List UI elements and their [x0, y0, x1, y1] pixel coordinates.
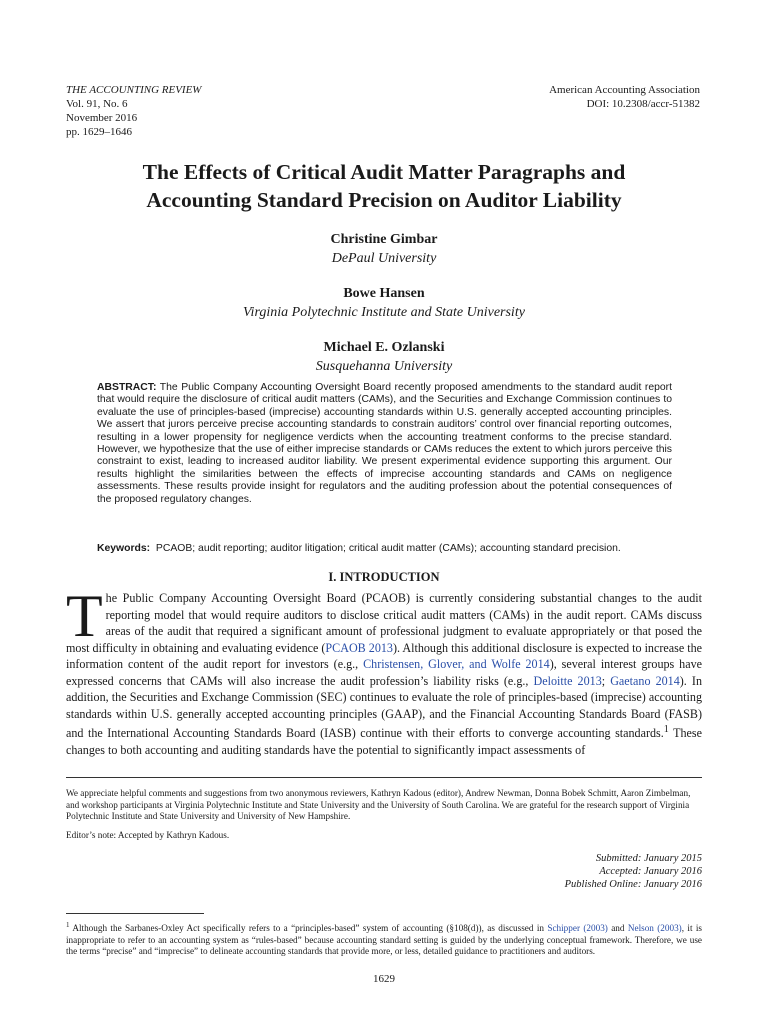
- date-accepted: Accepted: January 2016: [599, 866, 702, 877]
- footnote-text: Although the Sarbanes-Oxley Act specifically refers to a “principles-based” system of accounting (§108(d)), as discussed in: [69, 923, 548, 934]
- author-name: Christine Gimbar: [330, 232, 438, 247]
- citation-link[interactable]: Christensen, Glover, and Wolfe 2014: [363, 657, 550, 671]
- author-affiliation: DePaul University: [331, 251, 437, 266]
- author-block: [66, 285, 702, 322]
- acknowledgment: We appreciate helpful comments and suggestions from two anonymous reviewers, Kathryn Kadous (editor), Andrew Newman, Donna Bobek Schmitt, Aaron Zimbelman, and workshop participants at Virginia Polytechnic Institute and State University and the University of South Carolina. We are grateful for the research support of Virginia Polytechnic Institute and State University and University of New Hampshire.: [66, 788, 691, 822]
- intro-text: he Public Company Accounting Oversight Board (PCAOB) is currently considering substantial changes to the audit reporting model that would require auditors to disclose critical audit matters (CAMs) in the audit report. CAMs discuss areas of the audit that required a significant amount of professional judgment to evaluate appropriately or that posed the most difficulty in obtaining and evaluating evidence (: [66, 591, 702, 655]
- intro-text: ;: [601, 673, 611, 688]
- paper-title: [66, 158, 702, 214]
- citation-link[interactable]: Deloitte 2013: [533, 673, 602, 688]
- journal-name: THE ACCOUNTING REVIEW: [66, 84, 202, 96]
- footnote-ref[interactable]: 1: [663, 724, 669, 735]
- title-line-2: Accounting Standard Precision on Auditor Liability: [146, 188, 622, 212]
- author-block: [66, 339, 702, 376]
- publisher-info: [549, 83, 700, 111]
- citation-link[interactable]: Nelson (2003): [627, 923, 682, 934]
- citation-link[interactable]: Gaetano 2014: [610, 673, 680, 688]
- intro-text: These changes to both accounting and auditing standards have the potential to significantly impact assessments of: [66, 726, 702, 757]
- submission-dates: [565, 852, 702, 891]
- footnote-text: and: [607, 923, 628, 934]
- footnote-mark: 1: [66, 921, 70, 929]
- publisher-name: American Accounting Association: [549, 84, 700, 96]
- keywords: [97, 542, 687, 555]
- intro-paragraph: [66, 583, 702, 758]
- intro-text: ). Although this additional disclosure is expected to increase the information content of the audit report for investors (e.g.,: [66, 640, 702, 671]
- abstract-text: The Public Company Accounting Oversight Board recently proposed amendments to the standard audit report that would require the disclosure of critical audit matters (CAMs), and the Securities and Exchange Commission continues to evaluate the use of principles-based (imprecise) accounting standards within U.S. generally accepted accounting principles. We assert that jurors perceive precise accounting standards to constrain auditors’ control over financial reporting outcomes, resulting in a lower propensity for negligence verdicts when the accounting treatment conforms to the precise standard. However, we hypothesize that the use of either imprecise standards or CAMs reduces the extent to which jurors perceive this constraint to exist, leading to increased auditor liability. We present experimental evidence supporting this argument. Our results highlight the similarities between the effects of imprecise accounting standards and CAMs on negligence assessments. These results provide insight for regulators and the auditing profession about the potential consequences of the proposed regulatory changes.: [97, 382, 673, 505]
- author-affiliation: Susquehanna University: [315, 359, 453, 374]
- citation-link[interactable]: PCAOB 2013: [325, 640, 393, 655]
- abstract: [97, 382, 672, 506]
- intro-text: ), several interest groups have expressed concerns that CAMs will also increase the audit profession’s liability risks (e.g.,: [66, 657, 702, 688]
- author-name: Michael E. Ozlanski: [323, 340, 445, 355]
- footnote-divider: [66, 913, 204, 914]
- doi[interactable]: DOI: 10.2308/accr-51382: [586, 98, 700, 110]
- journal-info: [66, 83, 201, 139]
- author-name: Bowe Hansen: [343, 286, 425, 301]
- page-number: 1629: [373, 973, 395, 985]
- keywords-label: Keywords:: [97, 543, 151, 554]
- journal-volume: Vol. 91, No. 6: [66, 98, 128, 110]
- keywords-text: PCAOB; audit reporting; auditor litigation; critical audit matter (CAMs); accounting standard precision.: [155, 543, 621, 554]
- date-submitted: Submitted: January 2015: [595, 853, 702, 864]
- author-block: [66, 231, 702, 268]
- date-published: Published Online: January 2016: [564, 879, 702, 890]
- footnote: [66, 920, 702, 958]
- divider: [66, 777, 702, 778]
- drop-cap: T: [66, 583, 103, 649]
- intro-text: ). In addition, the Securities and Exchange Commission (SEC) continues to evaluate the role of principles-based (imprecise) accounting standards within U.S. generally accepted accounting principles (GAAP), and the Financial Accounting Standards Board (FASB) and the International Accounting Standards Board (IASB) continue with their efforts to converge accounting standards.: [66, 673, 702, 741]
- title-line-1: The Effects of Critical Audit Matter Paragraphs and: [142, 160, 626, 184]
- journal-pages: pp. 1629–1646: [66, 126, 132, 138]
- section-heading: I. INTRODUCTION: [328, 570, 440, 584]
- journal-date: November 2016: [66, 112, 138, 124]
- editor-note: Editor’s note: Accepted by Kathryn Kadous.: [66, 830, 230, 840]
- author-affiliation: Virginia Polytechnic Institute and State University: [243, 305, 525, 320]
- citation-link[interactable]: Schipper (2003): [547, 923, 608, 934]
- abstract-label: ABSTRACT:: [97, 382, 157, 393]
- footnote-text: , it is inappropriate to refer to an accounting system as “rules-based” because accounting standard setting is guided by the underlying conceptual framework. Therefore, we use the terms “precise” and “imprecise” to delineate accounting standards that provide more, or less, detailed guidance to practitioners and auditors.: [66, 923, 703, 957]
